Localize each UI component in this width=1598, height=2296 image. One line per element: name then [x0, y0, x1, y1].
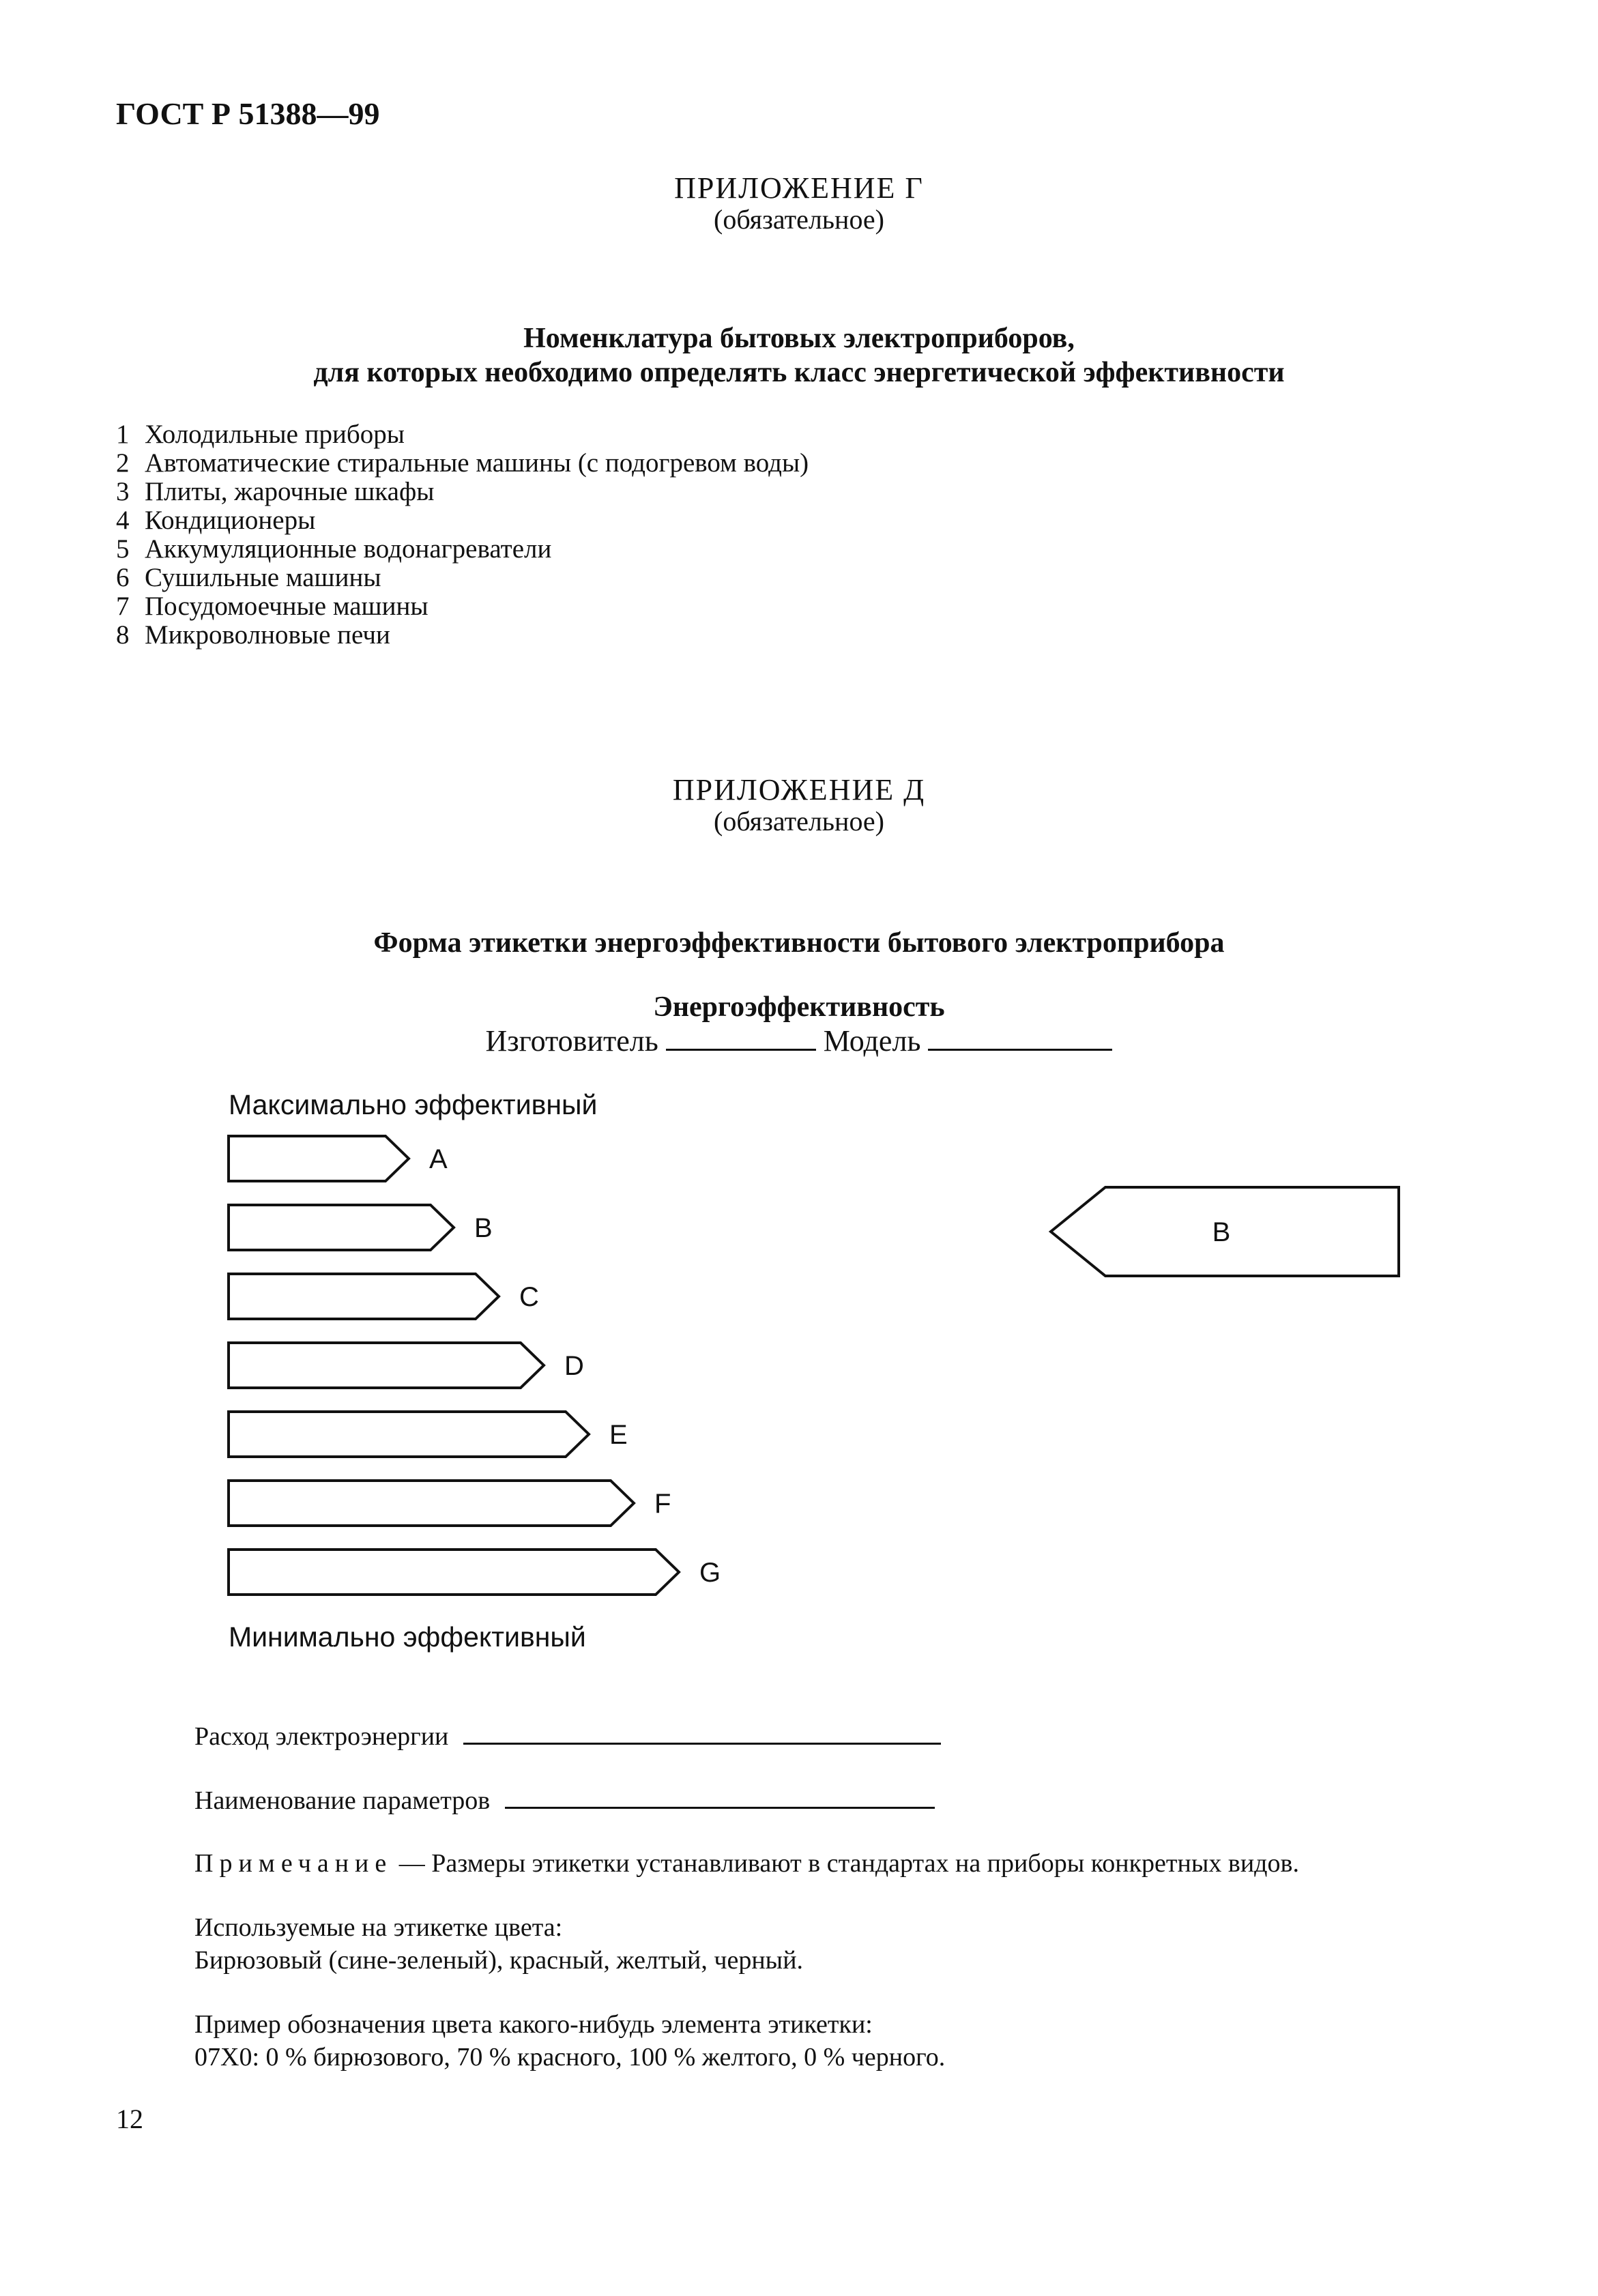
- colors-line1: Используемые на этикетке цвета:: [194, 1913, 563, 1942]
- energy-class-arrow-g: [229, 1550, 679, 1595]
- list-item-text: Кондиционеры: [145, 506, 316, 535]
- note: [194, 1846, 1299, 1880]
- document-header: ГОСТ Р 51388—99: [116, 96, 380, 131]
- consumption-label: Расход электроэнергии: [194, 1722, 449, 1751]
- list-item-text: Холодильные приборы: [145, 420, 405, 449]
- page-number: 12: [116, 2104, 143, 2134]
- energy-class-arrow-c: [229, 1274, 499, 1319]
- list-item-number: 2: [116, 448, 130, 478]
- appendix-g-status: (обязательное): [714, 204, 884, 235]
- energy-class-letter-d: D: [564, 1351, 584, 1381]
- maker-label: Изготовитель: [485, 1024, 658, 1058]
- appendix-g-title: ПРИЛОЖЕНИЕ Г: [674, 171, 924, 205]
- energy-class-arrow-b: [229, 1205, 454, 1250]
- appendix-d-status: (обязательное): [714, 806, 884, 837]
- note-prefix: Примечание: [194, 1849, 393, 1878]
- consumption-field: [194, 1718, 941, 1752]
- appendix-d-title: ПРИЛОЖЕНИЕ Д: [672, 773, 926, 806]
- energy-class-arrow-e: [229, 1412, 589, 1457]
- example-line1: Пример обозначения цвета какого-нибудь элемента этикетки:: [194, 2010, 873, 2039]
- list-item-number: 6: [116, 563, 130, 592]
- min-efficiency-text: Минимально эффективный: [229, 1621, 586, 1653]
- appendix-g-heading-line2: для которых необходимо определять класс энергетической эффективности: [313, 357, 1285, 388]
- current-class-letter: B: [1212, 1217, 1231, 1247]
- list-item-text: Посудомоечные машины: [145, 592, 428, 621]
- list-item-number: 1: [116, 420, 130, 449]
- parameters-label: Наименование параметров: [194, 1786, 491, 1815]
- energy-class-arrow-a: [229, 1136, 409, 1181]
- energy-class-letter-b: B: [474, 1213, 493, 1243]
- list-item-text: Аккумуляционные водонагреватели: [145, 534, 552, 564]
- energy-class-letter-a: A: [429, 1144, 448, 1174]
- parameters-blank: [505, 1782, 935, 1809]
- list-item-text: Сушильные машины: [145, 563, 381, 592]
- energy-class-letter-g: G: [699, 1558, 721, 1588]
- appendix-g-heading-line1: Номенклатура бытовых электроприборов,: [523, 323, 1075, 354]
- list-item-text: Автоматические стиральные машины (с подогревом воды): [145, 448, 809, 478]
- energy-class-arrow-d: [229, 1343, 544, 1388]
- energy-class-letter-f: F: [654, 1489, 671, 1519]
- label-title: Энергоэффективность: [653, 991, 945, 1023]
- energy-class-letter-c: C: [519, 1282, 539, 1312]
- example-line2: 07X0: 0 % бирюзового, 70 % красного, 100 % желтого, 0 % черного.: [194, 2043, 946, 2072]
- list-item-number: 3: [116, 477, 130, 506]
- list-item-text: Плиты, жарочные шкафы: [145, 477, 435, 506]
- list-item-number: 5: [116, 534, 130, 564]
- max-efficiency-text: Максимально эффективный: [229, 1089, 598, 1120]
- energy-class-arrow-f: [229, 1481, 634, 1526]
- list-item-number: 8: [116, 620, 130, 650]
- list-item-text: Микроволновые печи: [145, 620, 390, 650]
- parameters-field: [194, 1782, 935, 1816]
- model-label: Модель: [823, 1024, 921, 1058]
- list-item-number: 7: [116, 592, 130, 621]
- appendix-d-heading: Форма этикетки энергоэффективности бытового электроприбора: [373, 927, 1225, 959]
- colors-line2: Бирюзовый (сине-зеленый), красный, желтый, черный.: [194, 1946, 804, 1975]
- list-item-number: 4: [116, 506, 130, 535]
- note-text: — Размеры этикетки устанавливают в стандартах на приборы конкретных видов.: [392, 1849, 1299, 1878]
- consumption-blank: [463, 1718, 941, 1745]
- energy-class-letter-e: E: [609, 1420, 628, 1450]
